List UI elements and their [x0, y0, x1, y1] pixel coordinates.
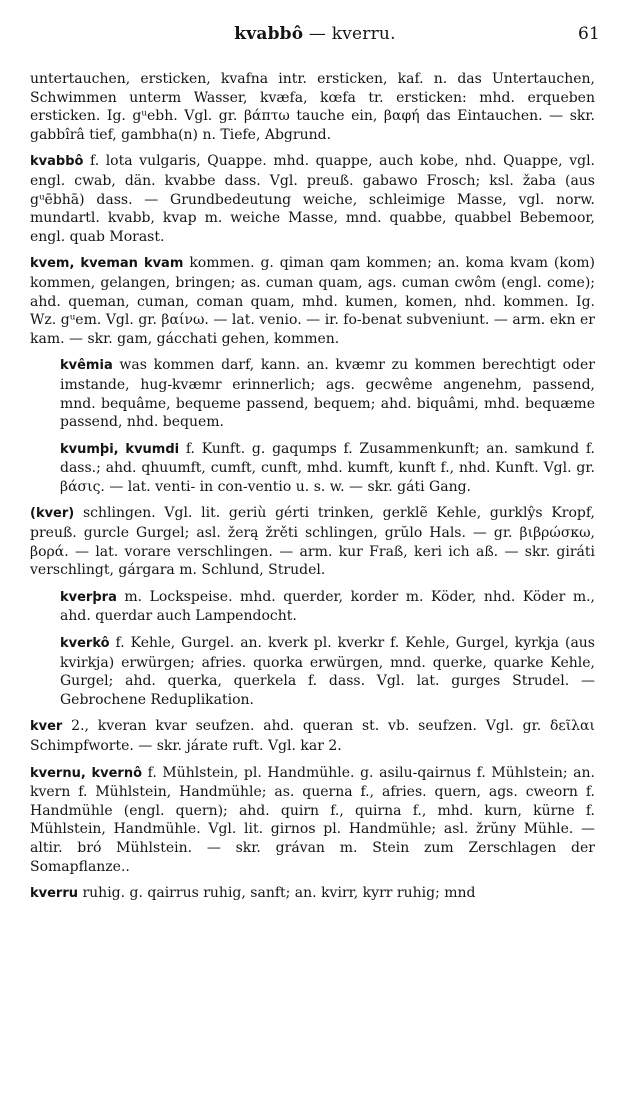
entry-headword: kverru: [30, 886, 79, 902]
entry-kverko: [60, 634, 595, 709]
entry-headword: kverþra: [60, 589, 117, 605]
entry-kver-1: [30, 504, 595, 579]
entry-text: untertauchen, ersticken, kvafna intr. ersticken, kaf. n. das Untertauchen, Schwimmen unterm Wasser, kvæfa, kœfa tr. ersticken: mhd. erqueben ersticken. Ig. gᵘebh. Vgl. gr. βάπτω tauche ein, βαφή das Eintauchen. — skr. gabbîrâ tief, gambha(n) n. Tiefe, Abgrund.: [30, 71, 595, 143]
entry-text: was kommen darf, kann. an. kvæmr zu kommen berechtigt oder imstande, hug-kvæmr erinnerlich; ags. gecwême angenehm, passend, mnd. bequâme, bequeme passend, bequem; ahd. biquâmi, mhd. bequæme passend, nhd. bequem.: [60, 357, 595, 431]
entry-headword: kvabbô: [30, 154, 84, 170]
entry-headword: kvumþi, kvumdi: [60, 441, 180, 457]
entry-headword: (kver): [30, 506, 75, 522]
entries-column: [30, 70, 595, 912]
entry-continuation: [30, 70, 595, 144]
entry-text: f. Mühlstein, pl. Handmühle. g. asilu-qairnus f. Mühlstein; an. kvern f. Mühlstein, Handmühle; as. querna f., afries. quern, ags. cweorn f. Handmühle (engl. quern); ahd. quirn f., quirna f., mhd. kurn, kürne f. Mühlstein, Handmühle. Vgl. lit. girnos pl. Handmühle; asl. žrŭny Mühle. — altir. bró Mühlstein. — skr. grávan m. Stein zum Zerschlagen der Somapflanze..: [30, 764, 595, 875]
entry-kvernu: [30, 764, 595, 877]
entry-headword: kver: [30, 719, 63, 735]
entry-kvumthi: [60, 440, 595, 497]
header-title: [30, 24, 600, 44]
entry-text: 2., kveran kvar seufzen. ahd. queran st. vb. seufzen. Vgl. gr. δεῖλαι Schimpfworte. — skr. járate ruft. Vgl. kar 2.: [30, 718, 595, 754]
header-word-last: kverru.: [331, 24, 396, 44]
entry-text: f. Kunft. g. gaqumps f. Zusammenkunft; an. samkund f. dass.; ahd. qhuumft, cumft, cunft, mhd. kumft, kunft f., nhd. Kunft. Vgl. gr. βάσις. — lat. venti- in con-ventio u. s. w. — skr. gáti Gang.: [60, 440, 595, 495]
entry-headword: kvêmia: [60, 358, 113, 374]
entry-text: schlingen. Vgl. lit. geriù gérti trinken, gerklẽ Kehle, gurklŷs Kropf, preuß. gurcle Gurgel; asl. žerą žrěti schlingen, grŭlo Hals. — gr. βιβρώσκω, βορά. — lat. vorare verschlingen. — arm. kur Fraß, keri ich aß. — skr. giráti verschlingt, gárgara m. Schlund, Strudel.: [30, 505, 595, 579]
entry-kver-2: [30, 717, 595, 755]
page-number: 61: [577, 24, 600, 44]
entry-headword: kverkô: [60, 636, 110, 652]
entry-kvabbo: [30, 152, 595, 246]
entry-kverru: [30, 884, 595, 904]
entry-text: f. Kehle, Gurgel. an. kverk pl. kverkr f. Kehle, Gurgel, kyrkja (aus kvirkja) erwürgen; afries. quorka erwürgen, mnd. querke, quarke Kehle, Gurgel; ahd. querka, querkela f. dass. Vgl. lat. gurges Strudel. — Gebrochene Reduplikation.: [60, 635, 595, 708]
entry-text: f. lota vulgaris, Quappe. mhd. quappe, auch kobe, nhd. Quappe, vgl. engl. cwab, dän. kvabbe dass. Vgl. preuß. gabawo Frosch; ksl. žaba (aus gᵘēbhā) dass. — Grundbedeutung weiche, schleimige Masse, vgl. norw. mundartl. kvabb, kvap m. weiche Masse, mnd. quabbe, quabbel Bebemoor, engl. quab Morast.: [30, 153, 595, 245]
entry-text: m. Lockspeise. mhd. querder, korder m. Köder, nhd. Köder m., ahd. querdar auch Lampendocht.: [60, 588, 595, 625]
entry-kvem: [30, 254, 595, 348]
header-word-first: kvabbô: [234, 24, 304, 44]
entry-headword: kvernu, kvernô: [30, 765, 143, 781]
entry-text: ruhig. g. qairrus ruhig, sanft; an. kvirr, kyrr ruhig; mnd: [78, 885, 476, 902]
entry-text: kommen. g. qiman qam kommen; an. koma kvam (kom) kommen, gelangen, bringen; as. cuman quam, ags. cuman cwôm (engl. come); ahd. queman, cuman, coman quam, mhd. kumen, komen, nhd. kommen. Ig. Wz. gᵘem. Vgl. gr. βαίνω. — lat. venio. — ir. fo-benat subveniunt. — arm. ekn er kam. — skr. gam, gácchati gehen, kommen.: [30, 255, 596, 347]
running-header: [30, 24, 600, 50]
entry-kverthra: [60, 588, 595, 626]
entry-kvemia: [60, 356, 595, 431]
entry-headword: kvem, kveman kvam: [30, 256, 184, 272]
header-separator: —: [303, 24, 332, 44]
